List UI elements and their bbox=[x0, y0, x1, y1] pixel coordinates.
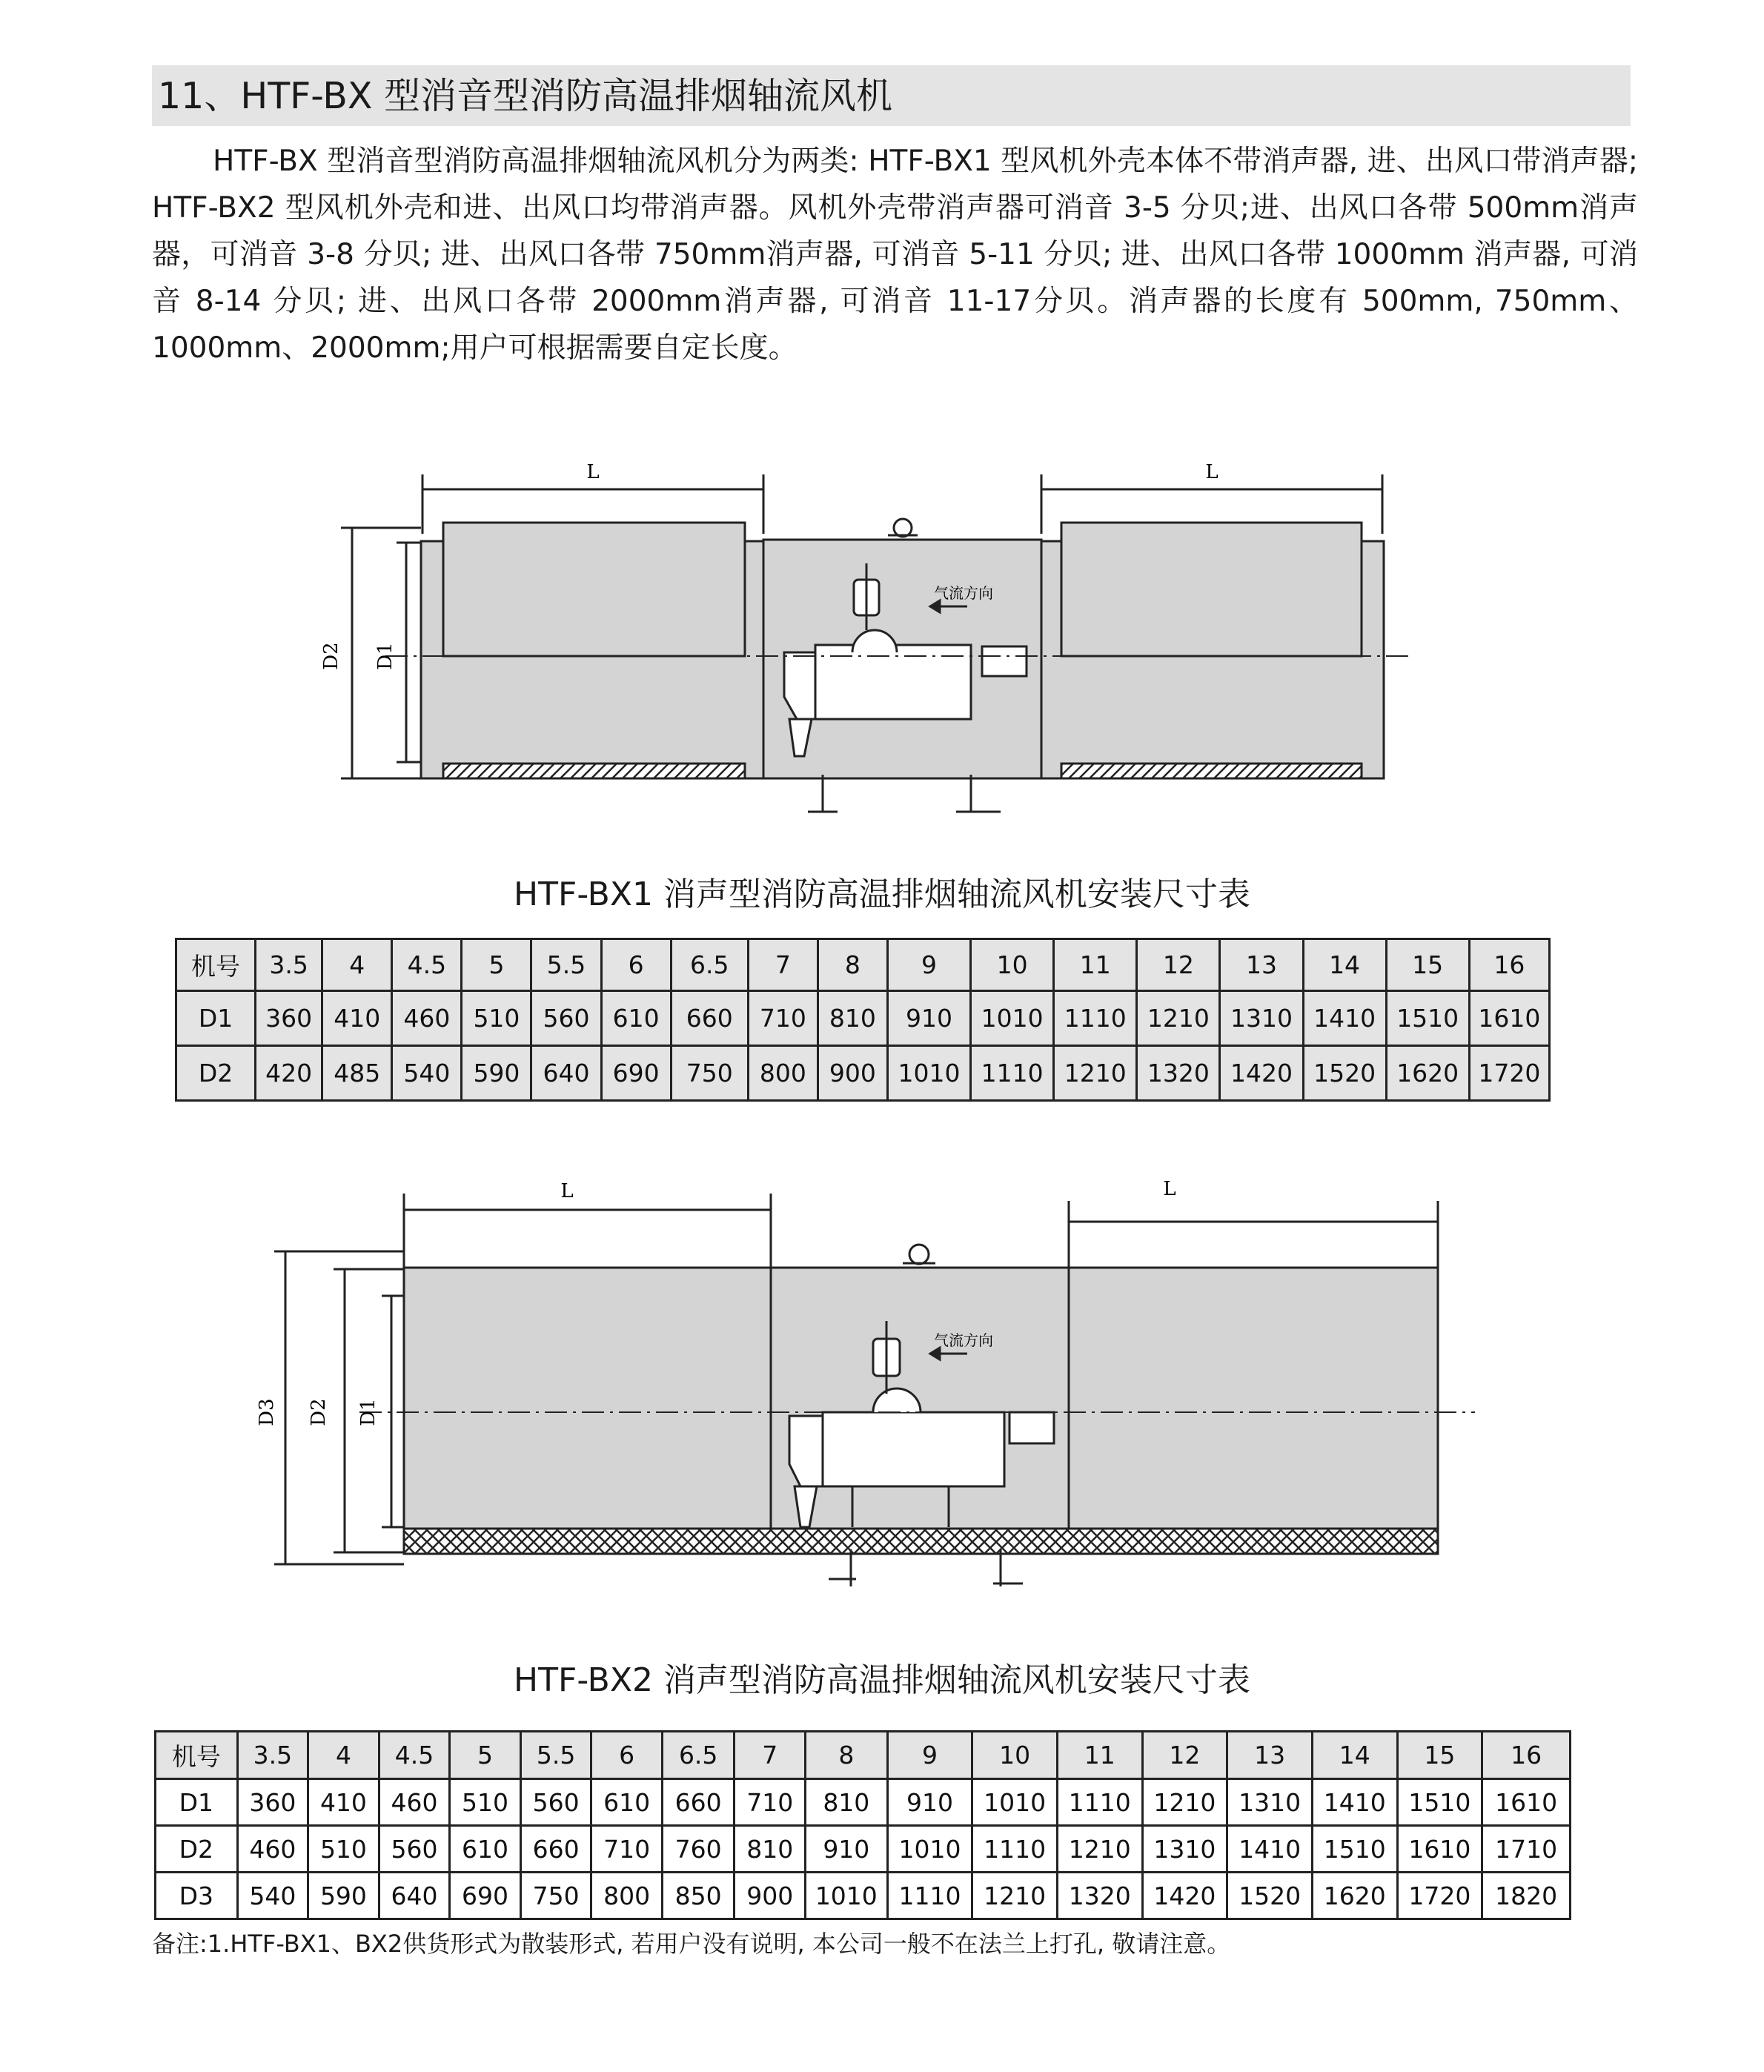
bx2-d3-label: D3 bbox=[256, 1398, 278, 1426]
bx2-table-title: HTF-BX2 消声型消防高温排烟轴流风机安装尺寸表 bbox=[514, 1661, 1250, 1699]
table-cell: 410 bbox=[322, 991, 392, 1046]
table-cell: 1610 bbox=[1482, 1779, 1571, 1826]
table-cell: 460 bbox=[392, 991, 462, 1046]
header-cell: 3.5 bbox=[237, 1732, 308, 1779]
header-cell: 14 bbox=[1303, 939, 1386, 991]
header-cell: 5.5 bbox=[520, 1732, 591, 1779]
table-cell: 1510 bbox=[1386, 991, 1469, 1046]
table-cell: 1620 bbox=[1312, 1873, 1397, 1919]
table-cell: 540 bbox=[392, 1046, 462, 1101]
header-cell: 6 bbox=[601, 939, 671, 991]
table-cell: 1310 bbox=[1142, 1826, 1227, 1873]
table-cell: 610 bbox=[591, 1779, 663, 1826]
bx1-header-row bbox=[176, 939, 1550, 991]
header-cell: 15 bbox=[1397, 1732, 1482, 1779]
header-cell: 11 bbox=[1057, 1732, 1142, 1779]
table-cell: 1620 bbox=[1386, 1046, 1469, 1101]
table-cell: 1820 bbox=[1482, 1873, 1571, 1919]
table-cell: 910 bbox=[887, 1779, 972, 1826]
table-cell: 900 bbox=[818, 1046, 887, 1101]
bx1-airflow-label: 气流方向 bbox=[934, 584, 993, 602]
table-cell: 420 bbox=[256, 1046, 322, 1101]
table-row bbox=[156, 1779, 1571, 1826]
header-cell: 5.5 bbox=[531, 939, 601, 991]
table-cell: 1110 bbox=[887, 1873, 972, 1919]
table-cell: 1410 bbox=[1303, 991, 1386, 1046]
table-cell: 485 bbox=[322, 1046, 392, 1101]
header-cell: 5 bbox=[450, 1732, 521, 1779]
section-heading bbox=[152, 65, 1631, 126]
table-cell: 1510 bbox=[1312, 1826, 1397, 1873]
header-cell: 4.5 bbox=[392, 939, 462, 991]
bx2-d2-label: D2 bbox=[308, 1398, 330, 1426]
table-cell: 510 bbox=[462, 991, 531, 1046]
header-cell: 4.5 bbox=[379, 1732, 450, 1779]
intro-text bbox=[152, 138, 1638, 371]
row-label: D1 bbox=[156, 1779, 238, 1826]
header-cell: 7 bbox=[735, 1732, 806, 1779]
table-cell: 690 bbox=[601, 1046, 671, 1101]
bx1-table-title: HTF-BX1 消声型消防高温排烟轴流风机安装尺寸表 bbox=[514, 876, 1250, 913]
table-cell: 540 bbox=[237, 1873, 308, 1919]
table-cell: 1010 bbox=[971, 991, 1054, 1046]
table-cell: 360 bbox=[256, 991, 322, 1046]
table-cell: 690 bbox=[450, 1873, 521, 1919]
table-cell: 1720 bbox=[1469, 1046, 1549, 1101]
bx2-airflow-label: 气流方向 bbox=[934, 1331, 993, 1349]
table-cell: 590 bbox=[308, 1873, 379, 1919]
table-cell: 560 bbox=[531, 991, 601, 1046]
table-cell: 640 bbox=[531, 1046, 601, 1101]
table-cell: 810 bbox=[818, 991, 887, 1046]
table-cell: 1010 bbox=[806, 1873, 888, 1919]
table-cell: 1210 bbox=[1054, 1046, 1137, 1101]
table-cell: 1110 bbox=[972, 1826, 1058, 1873]
header-cell: 8 bbox=[806, 1732, 888, 1779]
table-cell: 610 bbox=[601, 991, 671, 1046]
table-row bbox=[176, 1046, 1550, 1101]
table-cell: 1010 bbox=[887, 1826, 972, 1873]
table-cell: 1210 bbox=[1057, 1826, 1142, 1873]
table-cell: 800 bbox=[591, 1873, 663, 1919]
table-cell: 560 bbox=[379, 1826, 450, 1873]
intro-paragraph: HTF-BX 型消音型消防高温排烟轴流风机分为两类: HTF-BX1 型风机外壳本体不带消声器, 进、出风口带消声器; HTF-BX2 型风机外壳和进、出风口均带消声器。风机外壳带消声器可消音 3-5 分贝;进、出风口各带 500mm消声器，可消音 3-8 分贝; 进、出风口各带 750mm消声器, 可消音 5-11 分贝; 进、出风口各带 1000mm 消声器, 可消音 8-14 分贝; 进、出风口各带 2000mm消声器, 可消音 11-17分贝。消声器的长度有 500mm, 750mm、1000mm、2000mm;用户可根据需要自定长度。 bbox=[152, 145, 1638, 365]
table-cell: 750 bbox=[520, 1873, 591, 1919]
table-cell: 560 bbox=[520, 1779, 591, 1826]
header-cell: 10 bbox=[972, 1732, 1058, 1779]
table-cell: 1410 bbox=[1227, 1826, 1313, 1873]
table-cell: 660 bbox=[662, 1779, 735, 1826]
table-cell: 1410 bbox=[1312, 1779, 1397, 1826]
table-cell: 810 bbox=[735, 1826, 806, 1873]
header-cell: 11 bbox=[1054, 939, 1137, 991]
table-cell: 1320 bbox=[1137, 1046, 1220, 1101]
table-cell: 660 bbox=[671, 991, 748, 1046]
table-cell: 460 bbox=[237, 1826, 308, 1873]
table-cell: 1610 bbox=[1397, 1826, 1482, 1873]
header-cell: 12 bbox=[1142, 1732, 1227, 1779]
header-cell: 6 bbox=[591, 1732, 663, 1779]
table-cell: 1110 bbox=[971, 1046, 1054, 1101]
row-label: D1 bbox=[176, 991, 256, 1046]
table-cell: 710 bbox=[591, 1826, 663, 1873]
table-row bbox=[156, 1873, 1571, 1919]
table-cell: 1210 bbox=[1137, 991, 1220, 1046]
table-cell: 750 bbox=[671, 1046, 748, 1101]
footnote: 备注:1.HTF-BX1、BX2供货形式为散装形式, 若用户没有说明, 本公司一般不在法兰上打孔, 敬请注意。 bbox=[152, 1930, 1231, 1958]
table-cell: 1110 bbox=[1057, 1779, 1142, 1826]
table-cell: 1110 bbox=[1054, 991, 1137, 1046]
table-cell: 1720 bbox=[1397, 1873, 1482, 1919]
bx1-length-label-right: L bbox=[1205, 461, 1218, 483]
table-cell: 1010 bbox=[972, 1779, 1058, 1826]
bx1-dimension-table bbox=[175, 938, 1551, 1102]
table-cell: 460 bbox=[379, 1779, 450, 1826]
table-cell: 910 bbox=[887, 991, 970, 1046]
bx2-header-row bbox=[156, 1732, 1571, 1779]
table-cell: 1420 bbox=[1220, 1046, 1303, 1101]
bx1-fan-diagram bbox=[0, 445, 1764, 830]
header-cell: 16 bbox=[1482, 1732, 1571, 1779]
bx1-d2-label: D2 bbox=[320, 642, 342, 670]
table-cell: 800 bbox=[748, 1046, 818, 1101]
table-cell: 810 bbox=[806, 1779, 888, 1826]
header-cell: 6.5 bbox=[662, 1732, 735, 1779]
table-cell: 710 bbox=[735, 1779, 806, 1826]
table-cell: 1420 bbox=[1142, 1873, 1227, 1919]
header-cell: 15 bbox=[1386, 939, 1469, 991]
row-label: D3 bbox=[156, 1873, 238, 1919]
table-row bbox=[156, 1826, 1571, 1873]
header-cell: 8 bbox=[818, 939, 887, 991]
header-cell: 9 bbox=[887, 1732, 972, 1779]
row-label: D2 bbox=[156, 1826, 238, 1873]
header-cell: 5 bbox=[462, 939, 531, 991]
table-cell: 1010 bbox=[887, 1046, 970, 1101]
table-cell: 1610 bbox=[1469, 991, 1549, 1046]
table-cell: 510 bbox=[450, 1779, 521, 1826]
section-title: 11、HTF-BX 型消音型消防高温排烟轴流风机 bbox=[158, 75, 893, 117]
table-cell: 1520 bbox=[1227, 1873, 1313, 1919]
header-cell: 13 bbox=[1220, 939, 1303, 991]
table-cell: 1520 bbox=[1303, 1046, 1386, 1101]
table-cell: 1510 bbox=[1397, 1779, 1482, 1826]
header-cell: 机号 bbox=[156, 1732, 238, 1779]
table-row bbox=[176, 991, 1550, 1046]
bx2-fan-diagram bbox=[0, 1164, 1764, 1586]
table-cell: 1210 bbox=[1142, 1779, 1227, 1826]
header-cell: 14 bbox=[1312, 1732, 1397, 1779]
header-cell: 10 bbox=[971, 939, 1054, 991]
table-cell: 710 bbox=[748, 991, 818, 1046]
header-cell: 6.5 bbox=[671, 939, 748, 991]
table-cell: 410 bbox=[308, 1779, 379, 1826]
header-cell: 12 bbox=[1137, 939, 1220, 991]
row-label: D2 bbox=[176, 1046, 256, 1101]
table-cell: 760 bbox=[662, 1826, 735, 1873]
table-cell: 910 bbox=[806, 1826, 888, 1873]
bx2-length-label-left: L bbox=[560, 1180, 574, 1202]
bx1-d1-label: D1 bbox=[374, 642, 397, 670]
header-cell: 13 bbox=[1227, 1732, 1313, 1779]
table-cell: 640 bbox=[379, 1873, 450, 1919]
bx2-length-label-right: L bbox=[1163, 1178, 1176, 1200]
table-cell: 1710 bbox=[1482, 1826, 1571, 1873]
header-cell: 4 bbox=[322, 939, 392, 991]
table-cell: 590 bbox=[462, 1046, 531, 1101]
table-cell: 1210 bbox=[972, 1873, 1058, 1919]
table-cell: 360 bbox=[237, 1779, 308, 1826]
bx1-length-label-left: L bbox=[586, 461, 600, 483]
table-cell: 1310 bbox=[1227, 1779, 1313, 1826]
header-cell: 16 bbox=[1469, 939, 1549, 991]
table-cell: 510 bbox=[308, 1826, 379, 1873]
table-cell: 1310 bbox=[1220, 991, 1303, 1046]
header-cell: 3.5 bbox=[256, 939, 322, 991]
header-cell: 4 bbox=[308, 1732, 379, 1779]
header-cell: 机号 bbox=[176, 939, 256, 991]
table-cell: 850 bbox=[662, 1873, 735, 1919]
bx2-d1-label: D1 bbox=[357, 1398, 379, 1426]
bx2-dimension-table bbox=[154, 1730, 1571, 1920]
header-cell: 9 bbox=[887, 939, 970, 991]
header-cell: 7 bbox=[748, 939, 818, 991]
table-cell: 610 bbox=[450, 1826, 521, 1873]
table-cell: 660 bbox=[520, 1826, 591, 1873]
table-cell: 900 bbox=[735, 1873, 806, 1919]
table-cell: 1320 bbox=[1057, 1873, 1142, 1919]
